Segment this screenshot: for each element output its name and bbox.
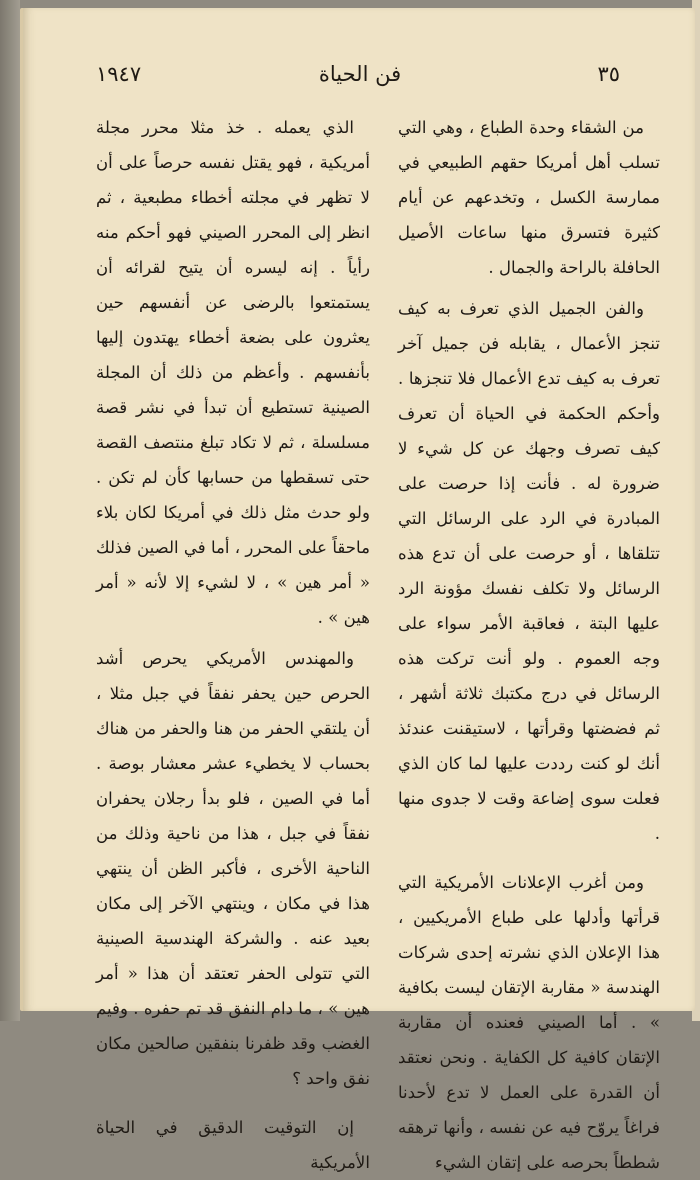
paragraph: والمهندس الأمريكي يحرص أشد الحرص حين يحفر نفقاً في جبل مثلا ، أن يلتقي الحفر من هنا والحفر من هناك بحساب لا يخطيء عشر معشار بوصة . أما في الصين ، فلو بدأ رجلان يحفران نفقاً في جبل ، هذا من ناحية وذلك من الناحية الأخرى ، فأكبر الظن أن ينتهي هذا في مكان ، وينتهي الآخر إلى مكان بعيد عنه . والشركة الهندسية الصينية التي تتولى الحفر تعتقد أن هذا « أمر هين » ، ما دام النفق قد تم حفره . وفيم الغضب وقد ظفرنا بنفقين صالحين مكان نفق واحد ؟ [96,649,370,1088]
running-title: فن الحياة [318,62,402,86]
page-number: ٣٥ [597,62,620,86]
paragraph: والفن الجميل الذي تعرف به كيف تنجز الأعمال ، يقابله فن جميل آخر تعرف به كيف تدع الأعمال فلا تنجزها . وأحكم الحكمة في الحياة أن تعرف كيف تصرف وجهك عن كل شيء لا ضرورة له . فأنت إذا حرصت على المبادرة في الرد على الرسائل التي تتلقاها ، أو حرصت على أن تدع هذه الرسائل ولا تكلف نفسك مؤونة الرد عليها البتة ، فعاقبة الأمر سواء على وجه العموم . ولو أنت تركت هذه الرسائل في درج مكتبك ثلاثة أشهر ، ثم فضضتها وقرأتها ، لاستيقنت عندئذ أنك لو كنت رددت عليها لما كان الذي فعلت سوى إضاعة وقت لا جدوى منها . [398,299,660,843]
header-year: ١٩٤٧ [96,62,142,86]
paragraph: من الشقاء وحدة الطباع ، وهي التي تسلب أهل أمريكا حقهم الطبيعي في ممارسة الكسل ، وتخدعهم عن أيام كثيرة فتسرق منها ساعات الأصيل الحافلة بالراحة والجمال . [398,118,660,277]
paragraph: إن التوقيت الدقيق في الحياة الأمريكية [96,1118,370,1172]
paragraph: الذي يعمله . خذ مثلا محرر مجلة أمريكية ، فهو يقتل نفسه حرصاً على أن لا تظهر في مجلته أخطاء مطبعية ، ثم انظر إلى المحرر الصيني فهو أحكم منه رأياً . إنه ليسره أن يتيح لقرائه أن يستمتعوا بالرضى عن أنفسهم حين يعثرون على بضعة أخطاء يهتدون إليها بأنفسهم . وأعظم من ذلك أن المجلة الصينية تستطيع أن تبدأ في نشر قصة مسلسلة ، ثم لا تكاد تبلغ منتصف القصة حتى تسقطها من حسابها كأن لم تكن . ولو حدث مثل ذلك في أمريكا لكان بلاء ماحقاً على المحرر ، أما في الصين فذلك « أمر هين » ، لا لشيء إلا لأنه « أمر هين » . [96,118,370,627]
right-text-column [398,110,660,1180]
left-text-column [96,110,370,1180]
page-header [80,62,640,102]
book-binding [0,0,20,1021]
paragraph: ومن أغرب الإعلانات الأمريكية التي قرأتها وأدلها على طباع الأمريكيين ، هذا الإعلان الذي نشرته إحدى شركات الهندسة « مقاربة الإتقان ليست بكافية » . أما الصيني فعنده أن مقاربة الإتقان كافية كل الكفاية . ونحن نعتقد أن القدرة على العمل لا تدع لأحدنا فراغاً يروّح فيه عن نفسه ، وأنها ترهقه شططاً بحرصه على إتقان الشيء [398,873,660,1172]
